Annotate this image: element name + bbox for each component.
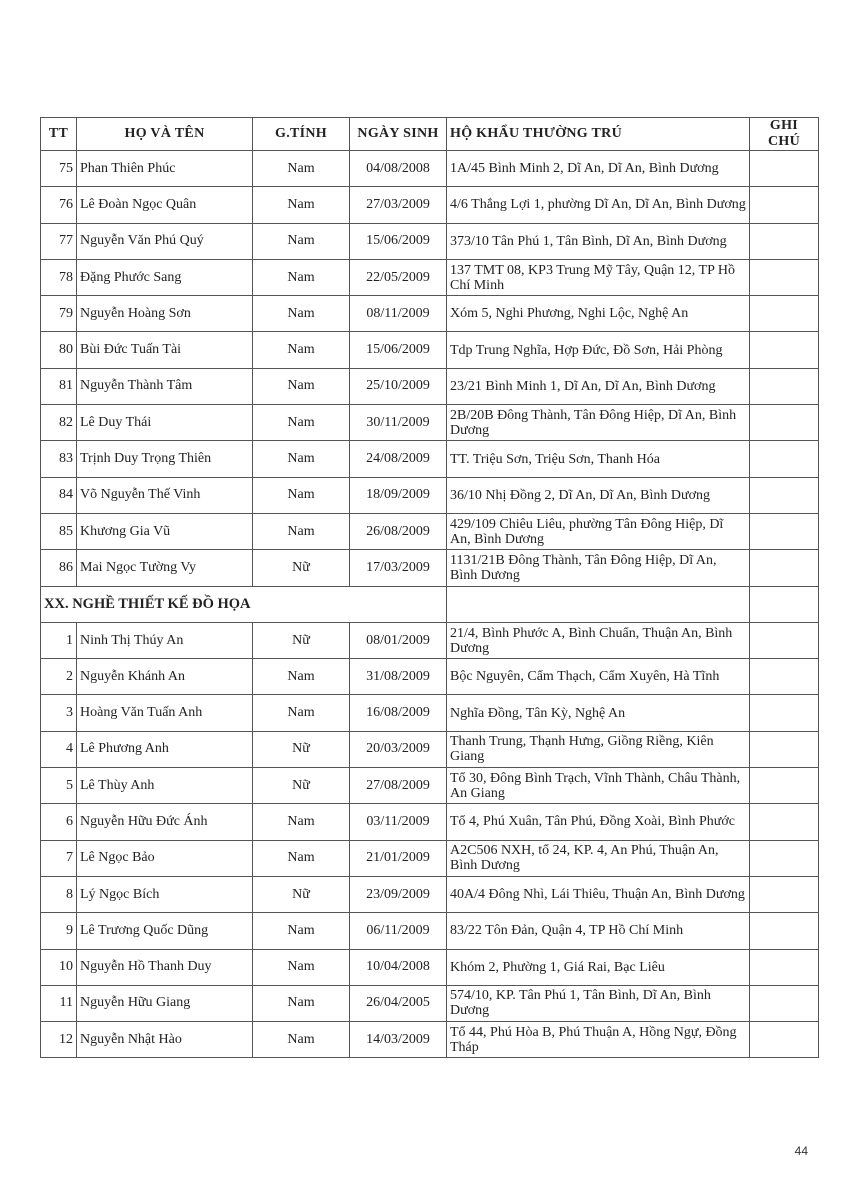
cell-date-of-birth: 03/11/2009 <box>350 804 447 840</box>
table-row <box>41 441 819 477</box>
cell-gender: Nam <box>253 804 350 840</box>
cell-full-name: Khương Gia Vũ <box>77 513 253 549</box>
table-row <box>41 296 819 332</box>
cell-gender: Nam <box>253 1022 350 1058</box>
cell-full-name: Ninh Thị Thúy An <box>77 622 253 658</box>
cell-tt: 6 <box>41 804 77 840</box>
cell-date-of-birth: 22/05/2009 <box>350 259 447 295</box>
cell-tt: 86 <box>41 550 77 586</box>
cell-note <box>750 550 819 586</box>
table-row <box>41 768 819 804</box>
cell-full-name: Lê Duy Thái <box>77 405 253 441</box>
cell-full-name: Lê Trương Quốc Dũng <box>77 913 253 949</box>
cell-gender: Nam <box>253 840 350 876</box>
cell-tt: 8 <box>41 876 77 912</box>
cell-tt: 5 <box>41 768 77 804</box>
table-row <box>41 731 819 767</box>
table-row <box>41 187 819 223</box>
cell-gender: Nam <box>253 332 350 368</box>
cell-note <box>750 187 819 223</box>
table-row <box>41 332 819 368</box>
cell-note <box>750 985 819 1021</box>
cell-full-name: Nguyễn Hữu Đức Ánh <box>77 804 253 840</box>
cell-note <box>750 659 819 695</box>
cell-tt: 10 <box>41 949 77 985</box>
cell-address: Tổ 44, Phú Hòa B, Phú Thuận A, Hồng Ngự, Đồng Tháp <box>447 1022 750 1058</box>
cell-tt: 85 <box>41 513 77 549</box>
cell-date-of-birth: 26/08/2009 <box>350 513 447 549</box>
cell-gender: Nam <box>253 259 350 295</box>
cell-address: 36/10 Nhị Đồng 2, Dĩ An, Dĩ An, Bình Dương <box>447 477 750 513</box>
cell-tt: 80 <box>41 332 77 368</box>
table-row <box>41 659 819 695</box>
section-empty-cell <box>447 586 750 622</box>
cell-address: 574/10, KP. Tân Phú 1, Tân Bình, Dĩ An, Bình Dương <box>447 985 750 1021</box>
cell-gender: Nam <box>253 949 350 985</box>
cell-date-of-birth: 25/10/2009 <box>350 368 447 404</box>
cell-tt: 7 <box>41 840 77 876</box>
cell-tt: 78 <box>41 259 77 295</box>
cell-full-name: Đặng Phước Sang <box>77 259 253 295</box>
cell-gender: Nam <box>253 405 350 441</box>
cell-gender: Nữ <box>253 622 350 658</box>
cell-full-name: Nguyễn Văn Phú Quý <box>77 223 253 259</box>
section-empty-cell <box>750 586 819 622</box>
cell-full-name: Hoàng Văn Tuấn Anh <box>77 695 253 731</box>
cell-address: 429/109 Chiêu Liêu, phường Tân Đông Hiệp, Dĩ An, Bình Dương <box>447 513 750 549</box>
cell-note <box>750 768 819 804</box>
cell-date-of-birth: 21/01/2009 <box>350 840 447 876</box>
cell-note <box>750 804 819 840</box>
cell-tt: 3 <box>41 695 77 731</box>
table-row <box>41 695 819 731</box>
cell-address: Bộc Nguyên, Cẩm Thạch, Cẩm Xuyên, Hà Tĩnh <box>447 659 750 695</box>
cell-gender: Nam <box>253 985 350 1021</box>
table-row <box>41 949 819 985</box>
cell-date-of-birth: 27/03/2009 <box>350 187 447 223</box>
student-roster-table <box>40 117 819 1058</box>
cell-note <box>750 259 819 295</box>
header-full-name: HỌ VÀ TÊN <box>77 118 253 151</box>
cell-note <box>750 622 819 658</box>
cell-tt: 1 <box>41 622 77 658</box>
table-row <box>41 151 819 187</box>
cell-full-name: Lê Phương Anh <box>77 731 253 767</box>
cell-address: 1A/45 Bình Minh 2, Dĩ An, Dĩ An, Bình Dương <box>447 151 750 187</box>
cell-date-of-birth: 04/08/2008 <box>350 151 447 187</box>
cell-date-of-birth: 08/11/2009 <box>350 296 447 332</box>
cell-address: Xóm 5, Nghi Phương, Nghi Lộc, Nghệ An <box>447 296 750 332</box>
cell-address: A2C506 NXH, tổ 24, KP. 4, An Phú, Thuận An, Bình Dương <box>447 840 750 876</box>
cell-date-of-birth: 16/08/2009 <box>350 695 447 731</box>
cell-tt: 76 <box>41 187 77 223</box>
cell-date-of-birth: 08/01/2009 <box>350 622 447 658</box>
cell-address: 137 TMT 08, KP3 Trung Mỹ Tây, Quận 12, TP Hồ Chí Minh <box>447 259 750 295</box>
page-number: 44 <box>794 1144 808 1158</box>
section-row <box>41 586 819 622</box>
cell-note <box>750 731 819 767</box>
cell-tt: 83 <box>41 441 77 477</box>
cell-tt: 12 <box>41 1022 77 1058</box>
cell-full-name: Nguyễn Hồ Thanh Duy <box>77 949 253 985</box>
cell-full-name: Phan Thiên Phúc <box>77 151 253 187</box>
cell-note <box>750 840 819 876</box>
cell-note <box>750 368 819 404</box>
cell-date-of-birth: 26/04/2005 <box>350 985 447 1021</box>
cell-note <box>750 223 819 259</box>
header-note: GHI CHÚ <box>750 118 819 151</box>
table-row <box>41 477 819 513</box>
cell-gender: Nữ <box>253 768 350 804</box>
cell-date-of-birth: 24/08/2009 <box>350 441 447 477</box>
cell-address: 40A/4 Đông Nhì, Lái Thiêu, Thuận An, Bình Dương <box>447 876 750 912</box>
cell-full-name: Lý Ngọc Bích <box>77 876 253 912</box>
cell-tt: 9 <box>41 913 77 949</box>
cell-date-of-birth: 18/09/2009 <box>350 477 447 513</box>
table-row <box>41 223 819 259</box>
cell-gender: Nữ <box>253 876 350 912</box>
cell-gender: Nam <box>253 477 350 513</box>
cell-note <box>750 405 819 441</box>
table-row <box>41 259 819 295</box>
table-body <box>41 151 819 1058</box>
cell-date-of-birth: 17/03/2009 <box>350 550 447 586</box>
cell-gender: Nữ <box>253 731 350 767</box>
cell-note <box>750 332 819 368</box>
cell-full-name: Mai Ngọc Tường Vy <box>77 550 253 586</box>
cell-full-name: Nguyễn Nhật Hào <box>77 1022 253 1058</box>
cell-gender: Nữ <box>253 550 350 586</box>
cell-date-of-birth: 06/11/2009 <box>350 913 447 949</box>
cell-tt: 81 <box>41 368 77 404</box>
cell-gender: Nam <box>253 296 350 332</box>
cell-full-name: Nguyễn Hữu Giang <box>77 985 253 1021</box>
cell-address: 1131/21B Đông Thành, Tân Đông Hiệp, Dĩ An, Bình Dương <box>447 550 750 586</box>
header-row <box>41 118 819 151</box>
table-row <box>41 405 819 441</box>
cell-date-of-birth: 30/11/2009 <box>350 405 447 441</box>
cell-gender: Nam <box>253 513 350 549</box>
cell-note <box>750 441 819 477</box>
cell-address: Tổ 4, Phú Xuân, Tân Phú, Đồng Xoài, Bình Phước <box>447 804 750 840</box>
table-row <box>41 913 819 949</box>
cell-date-of-birth: 15/06/2009 <box>350 223 447 259</box>
cell-note <box>750 296 819 332</box>
cell-full-name: Nguyễn Khánh An <box>77 659 253 695</box>
cell-tt: 82 <box>41 405 77 441</box>
cell-date-of-birth: 14/03/2009 <box>350 1022 447 1058</box>
table-header <box>41 118 819 151</box>
cell-note <box>750 1022 819 1058</box>
cell-note <box>750 151 819 187</box>
cell-note <box>750 477 819 513</box>
cell-full-name: Võ Nguyễn Thế Vinh <box>77 477 253 513</box>
cell-tt: 77 <box>41 223 77 259</box>
cell-gender: Nam <box>253 695 350 731</box>
cell-full-name: Bùi Đức Tuấn Tài <box>77 332 253 368</box>
cell-address: Khóm 2, Phường 1, Giá Rai, Bạc Liêu <box>447 949 750 985</box>
cell-tt: 75 <box>41 151 77 187</box>
cell-note <box>750 513 819 549</box>
header-gender: G.TÍNH <box>253 118 350 151</box>
cell-full-name: Lê Đoàn Ngọc Quân <box>77 187 253 223</box>
table-row <box>41 550 819 586</box>
cell-note <box>750 695 819 731</box>
cell-address: 21/4, Bình Phước A, Bình Chuẩn, Thuận An, Bình Dương <box>447 622 750 658</box>
cell-full-name: Nguyễn Hoàng Sơn <box>77 296 253 332</box>
header-permanent-address: HỘ KHẨU THƯỜNG TRÚ <box>447 118 750 151</box>
table-row <box>41 876 819 912</box>
cell-address: Tổ 30, Đông Bình Trạch, Vĩnh Thành, Châu Thành, An Giang <box>447 768 750 804</box>
cell-date-of-birth: 15/06/2009 <box>350 332 447 368</box>
cell-tt: 84 <box>41 477 77 513</box>
cell-tt: 2 <box>41 659 77 695</box>
header-tt: TT <box>41 118 77 151</box>
cell-note <box>750 949 819 985</box>
cell-address: 2B/20B Đông Thành, Tân Đông Hiệp, Dĩ An, Bình Dương <box>447 405 750 441</box>
cell-note <box>750 876 819 912</box>
table-row <box>41 1022 819 1058</box>
cell-gender: Nam <box>253 368 350 404</box>
cell-date-of-birth: 20/03/2009 <box>350 731 447 767</box>
cell-address: 83/22 Tôn Đản, Quận 4, TP Hồ Chí Minh <box>447 913 750 949</box>
table-row <box>41 804 819 840</box>
table-row <box>41 368 819 404</box>
cell-date-of-birth: 23/09/2009 <box>350 876 447 912</box>
cell-note <box>750 913 819 949</box>
cell-address: Nghĩa Đồng, Tân Kỳ, Nghệ An <box>447 695 750 731</box>
cell-address: Thanh Trung, Thạnh Hưng, Giồng Riềng, Kiên Giang <box>447 731 750 767</box>
cell-gender: Nam <box>253 659 350 695</box>
cell-full-name: Lê Ngọc Bảo <box>77 840 253 876</box>
section-title: XX. NGHỀ THIẾT KẾ ĐỒ HỌA <box>41 586 447 622</box>
cell-address: 373/10 Tân Phú 1, Tân Bình, Dĩ An, Bình Dương <box>447 223 750 259</box>
cell-gender: Nam <box>253 441 350 477</box>
table-row <box>41 840 819 876</box>
cell-address: TT. Triệu Sơn, Triệu Sơn, Thanh Hóa <box>447 441 750 477</box>
cell-tt: 4 <box>41 731 77 767</box>
table-row <box>41 985 819 1021</box>
table-row <box>41 513 819 549</box>
cell-full-name: Nguyễn Thành Tâm <box>77 368 253 404</box>
cell-gender: Nam <box>253 151 350 187</box>
cell-gender: Nam <box>253 913 350 949</box>
cell-tt: 79 <box>41 296 77 332</box>
cell-gender: Nam <box>253 223 350 259</box>
cell-address: 4/6 Thắng Lợi 1, phường Dĩ An, Dĩ An, Bình Dương <box>447 187 750 223</box>
header-date-of-birth: NGÀY SINH <box>350 118 447 151</box>
cell-date-of-birth: 10/04/2008 <box>350 949 447 985</box>
cell-full-name: Trịnh Duy Trọng Thiên <box>77 441 253 477</box>
cell-address: 23/21 Bình Minh 1, Dĩ An, Dĩ An, Bình Dương <box>447 368 750 404</box>
cell-date-of-birth: 27/08/2009 <box>350 768 447 804</box>
cell-gender: Nam <box>253 187 350 223</box>
table-row <box>41 622 819 658</box>
cell-full-name: Lê Thùy Anh <box>77 768 253 804</box>
cell-date-of-birth: 31/08/2009 <box>350 659 447 695</box>
cell-address: Tdp Trung Nghĩa, Hợp Đức, Đồ Sơn, Hải Phòng <box>447 332 750 368</box>
cell-tt: 11 <box>41 985 77 1021</box>
